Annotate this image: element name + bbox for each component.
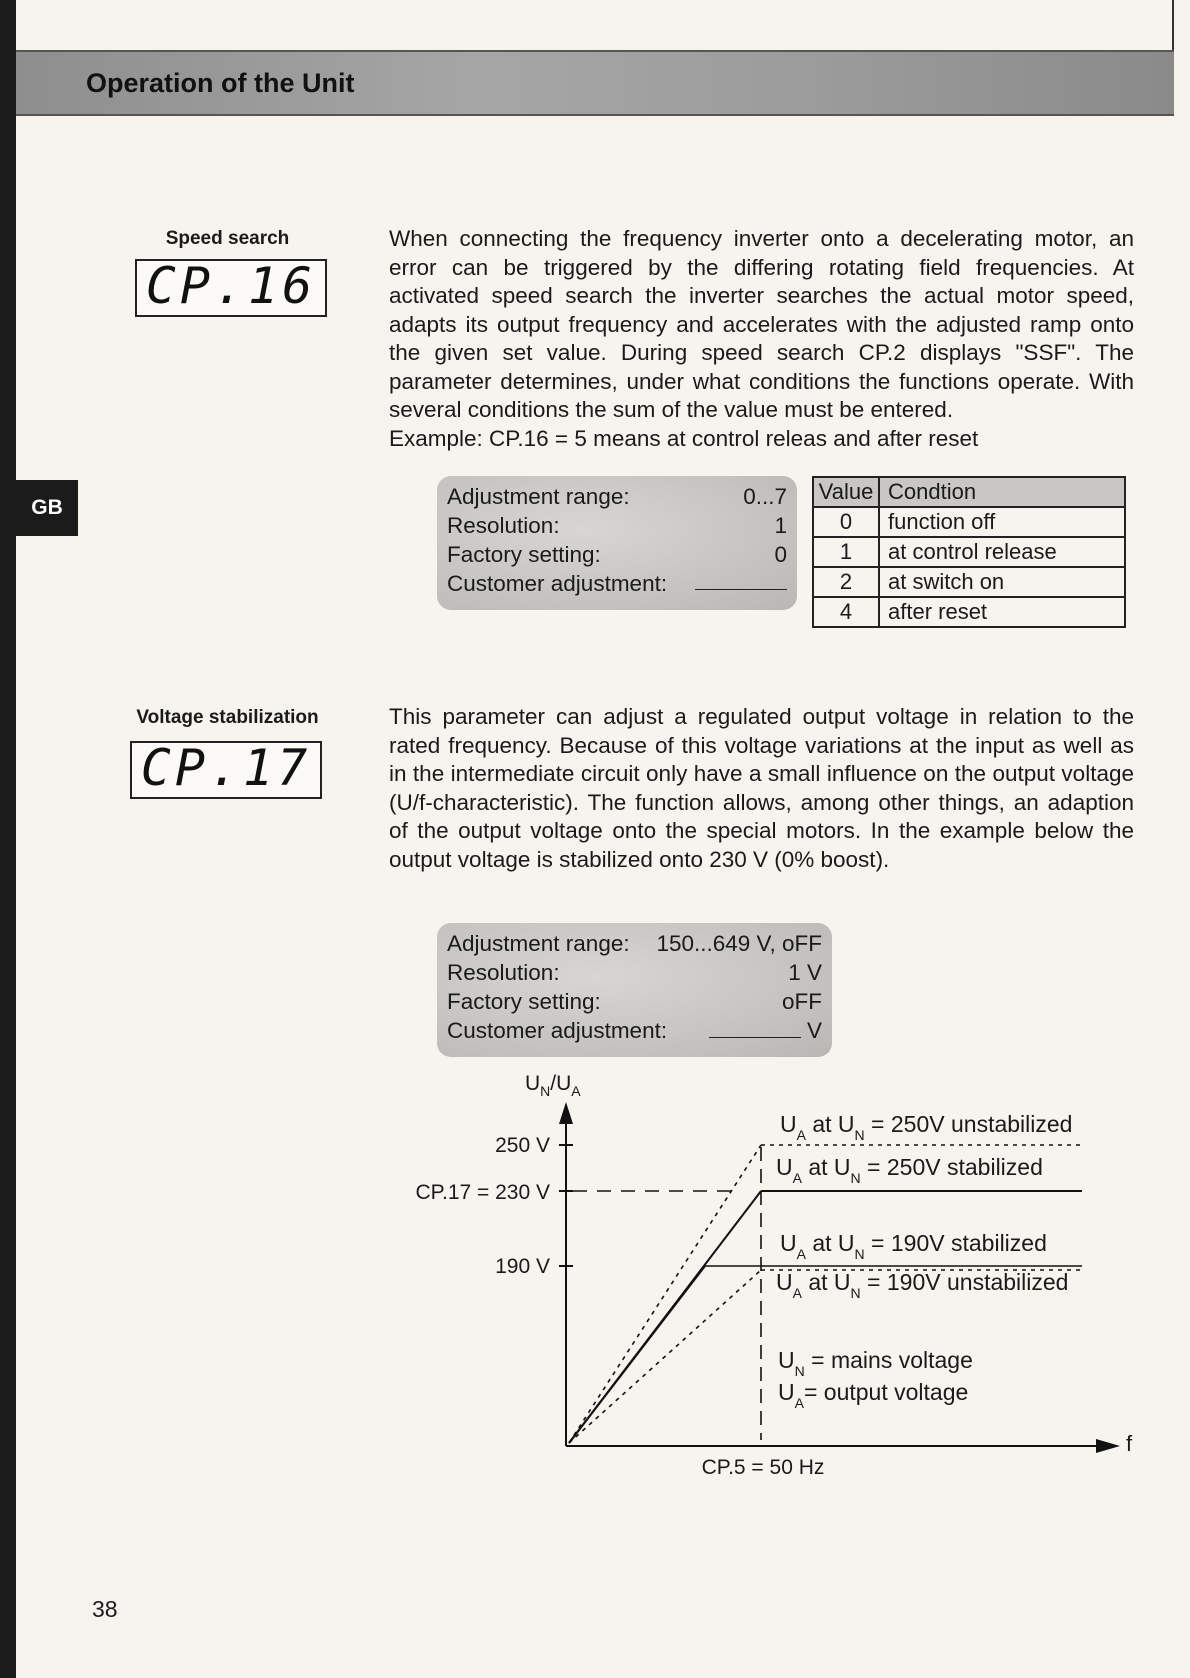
series-line-190v-unstabilized [569, 1270, 761, 1443]
voltage-stabilization-label: Voltage stabilization [136, 707, 319, 728]
y-axis-label: $U_N/U_A$ [525, 1072, 581, 1099]
legend-250v-stabilized: $U_A$ at $U_N = 250V$ stabilized [776, 1154, 1043, 1186]
param-label: Factory setting: [447, 989, 601, 1014]
param-label: Adjustment range: [447, 931, 630, 956]
table-header-condition: Condtion [879, 477, 1125, 507]
y-tick-label: 190 V [495, 1255, 550, 1278]
table-cell-condition: after reset [879, 597, 1125, 627]
series-line-190v-stabilized [569, 1266, 705, 1443]
param-label: Factory setting: [447, 542, 601, 567]
series-line-250v-unstabilized [569, 1145, 761, 1443]
cp16-display: CP.16 [135, 259, 327, 317]
table-cell-condition: function off [879, 507, 1125, 537]
param-value: 0...7 [743, 484, 787, 509]
param-value: 0 [774, 542, 787, 567]
x-marker-label: CP.5 = 50 Hz [701, 1456, 825, 1479]
param-value: oFF [781, 989, 822, 1014]
table-cell-value: 2 [813, 567, 879, 597]
section-title: Operation of the Unit [86, 68, 355, 98]
speed-search-example: Example: CP.16 = 5 means at control releas and after reset [389, 425, 979, 451]
param-value: V [806, 1018, 822, 1043]
language-tab: GB [16, 480, 78, 536]
param-label: Resolution: [447, 960, 560, 985]
table-cell-condition: at switch on [879, 567, 1125, 597]
table-cell-value: 1 [813, 537, 879, 567]
param-value: 1 [774, 513, 787, 538]
legend-mains-voltage: $U_N$ = mains voltage [778, 1347, 973, 1379]
cp17-display: CP.17 [130, 741, 322, 799]
y-tick-label: CP.17 = 230 V [415, 1181, 550, 1204]
y-tick-label: 250 V [495, 1134, 550, 1157]
page-number: 38 [92, 1596, 118, 1622]
x-axis-label: f [1126, 1431, 1133, 1456]
table-cell-condition: at control release [879, 537, 1125, 567]
param-value: 1 V [788, 960, 822, 985]
legend-190v-unstabilized: $U_A$ at $U_N = 190V$ unstabilized [776, 1269, 1069, 1301]
param-label: Adjustment range: [447, 484, 630, 509]
voltage-stabilization-paragraph: This parameter can adjust a regulated output voltage in relation to the rated frequency. Because of this voltage variations at the input as well as in the intermediate circuit only have a small influence on the output voltage (U/f-characteristic). The function allows, among other things, an adaption of the output voltage onto the special motors. In the example below the output voltage is stabilized onto 230 V (0% boost). [389, 704, 1134, 872]
table-header-value: Value [813, 477, 879, 507]
x-axis-arrow-icon [1096, 1439, 1120, 1453]
table-cell-value: 4 [813, 597, 879, 627]
table-cell-value: 0 [813, 507, 879, 537]
param-value: 150...649 V, oFF [656, 931, 822, 956]
speed-search-paragraph: When connecting the frequency inverter onto a decelerating motor, an error can be triggered by the differing rotating field frequencies. At activated speed search the inverter searches the actual motor speed, adapts its output frequency and accelerates with the adjusted ramp onto the given set value. During speed search CP.2 displays "SSF". The parameter determines, under what conditions the functions operate. With several conditions the sum of the value must be entered. [389, 226, 1134, 422]
speed-search-label: Speed search [165, 228, 290, 249]
legend-output-voltage: $U_A=$ output voltage [778, 1379, 969, 1411]
legend-190v-stabilized: $U_A$ at $U_N = 190V$ stabilized [780, 1230, 1047, 1262]
legend-250v-unstabilized: $U_A$ at $U_N = 250V$ unstabilized [780, 1111, 1073, 1143]
param-label: Resolution: [447, 513, 560, 538]
y-axis-arrow-icon [559, 1102, 573, 1124]
param-label: Customer adjustment: [447, 1018, 668, 1043]
param-label: Customer adjustment: [447, 571, 668, 596]
